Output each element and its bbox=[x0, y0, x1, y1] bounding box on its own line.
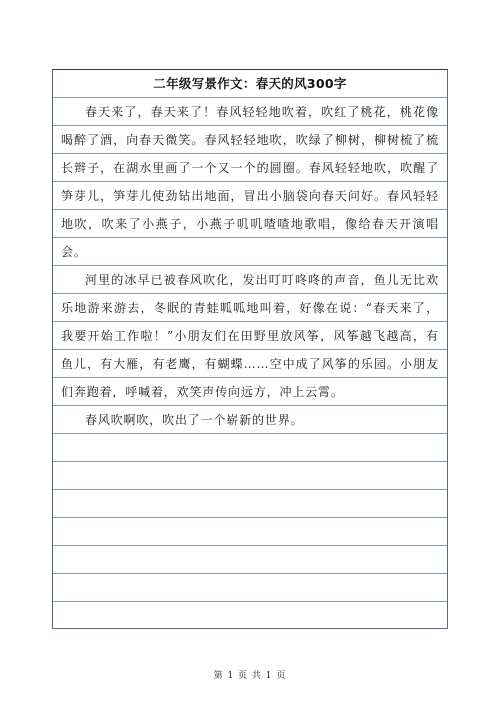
essay-paragraph-2: 河里的冰早已被春风吹化，发出叮叮咚咚的声音，鱼儿无比欢乐地游来游去，冬眠的青蛙呱呱地叫着，好像在说：“春天来了，我要开始工作啦！”小朋友们在田野里放风筝，风筝越飞越高，有鱼儿，有大雁，有老鹰，有蝴蝶……空中成了风筝的乐园。小朋友们奔跑着，呼喊着，欢笑声传向远方，冲上云霄。 bbox=[61, 273, 439, 399]
essay-body bbox=[53, 98, 447, 434]
essay-paragraph-1: 春天来了，春天来了！春风轻轻地吹着，吹红了桃花，桃花像喝醉了酒，向春天微笑。春风轻轻地吹，吹绿了柳树，柳树梳了梳长辫子，在湖水里画了一个又一个的圆圈。春风轻轻地吹，吹醒了笋芽儿，笋芽儿使劲钻出地面，冒出小脑袋向春天问好。春风轻轻地吹，吹来了小燕子，小燕子叽叽喳喳地歌唱，像给春天开演唱会。 bbox=[61, 105, 439, 259]
essay-paragraph-3: 春风吹啊吹，吹出了一个崭新的世界。 bbox=[85, 413, 304, 427]
lined-writing-sheet bbox=[52, 69, 448, 629]
page-number-footer: 第 1 页 共 1 页 bbox=[213, 671, 287, 681]
essay-title: 二年级写景作文：春天的风300字 bbox=[153, 76, 347, 91]
